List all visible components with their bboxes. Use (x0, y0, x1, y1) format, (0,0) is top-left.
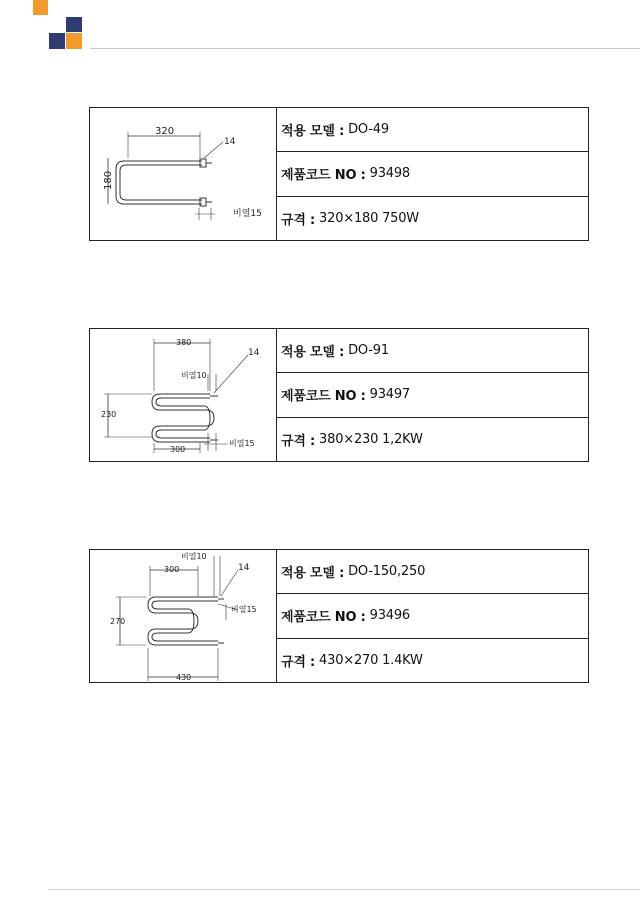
dim-gap-bottom-label: 비열15 (231, 605, 257, 614)
spec-label: 규격 : (281, 654, 316, 670)
logo-square (49, 33, 65, 49)
heater-diagram (90, 550, 276, 682)
spec-value: 380×230 1,2KW (319, 431, 423, 447)
spec-value: 320×180 750W (319, 210, 419, 226)
model-row (277, 108, 588, 152)
logo-square (66, 17, 82, 32)
code-row (277, 373, 588, 417)
heater-drawing (90, 550, 277, 682)
code-label: 제품코드 NO : (281, 610, 366, 626)
heater-drawing (90, 108, 277, 240)
heater-diagram (90, 108, 276, 240)
dim-height-label: 180 (103, 170, 114, 190)
company-logo (0, 0, 90, 52)
dim-gap-label: 비열15 (233, 209, 262, 219)
product-info (277, 329, 588, 461)
heater-drawing (90, 329, 277, 461)
dim-gap-bottom-label: 비열15 (229, 439, 255, 448)
model-value: DO-150,250 (348, 564, 426, 580)
dim-bottom-label: 300 (170, 445, 186, 454)
spec-label: 규격 : (281, 212, 316, 228)
logo-square (33, 0, 48, 15)
dim-height-label: 230 (101, 410, 117, 419)
code-label: 제품코드 NO : (281, 168, 366, 184)
product-spec-table (89, 107, 589, 241)
dim-top-label: 380 (176, 338, 192, 347)
dim-gap-top-label: 비열10 (181, 371, 207, 380)
code-value: 93497 (369, 387, 410, 403)
dim-gap-top-label: 비열10 (181, 552, 207, 561)
product-spec-table (89, 328, 589, 462)
spec-row (277, 418, 588, 461)
heater-diagram (90, 329, 276, 461)
footer-divider (48, 889, 640, 890)
dim-pipe-label: 14 (248, 348, 260, 358)
dim-width-label: 320 (155, 126, 175, 137)
product-spec-table (89, 549, 589, 683)
product-info (277, 550, 588, 682)
model-label: 적용 모델 : (281, 566, 345, 582)
code-value: 93498 (369, 166, 410, 182)
model-value: DO-91 (348, 343, 389, 359)
spec-label: 규격 : (281, 433, 316, 449)
model-label: 적용 모델 : (281, 345, 345, 361)
model-label: 적용 모델 : (281, 124, 345, 140)
dim-top-label: 300 (164, 565, 180, 574)
dim-pipe-label: 14 (224, 137, 236, 147)
spec-value: 430×270 1.4KW (319, 652, 423, 668)
dim-pipe-label: 14 (238, 563, 250, 573)
spec-row (277, 197, 588, 240)
code-row (277, 594, 588, 638)
model-row (277, 329, 588, 373)
code-value: 93496 (369, 608, 410, 624)
dim-height-label: 270 (110, 617, 126, 626)
code-row (277, 152, 588, 196)
product-info (277, 108, 588, 240)
header-divider (90, 48, 640, 49)
code-label: 제품코드 NO : (281, 389, 366, 405)
model-row (277, 550, 588, 594)
logo-square (66, 33, 82, 49)
spec-row (277, 639, 588, 682)
dim-bottom-label: 430 (176, 673, 192, 682)
model-value: DO-49 (348, 122, 389, 138)
